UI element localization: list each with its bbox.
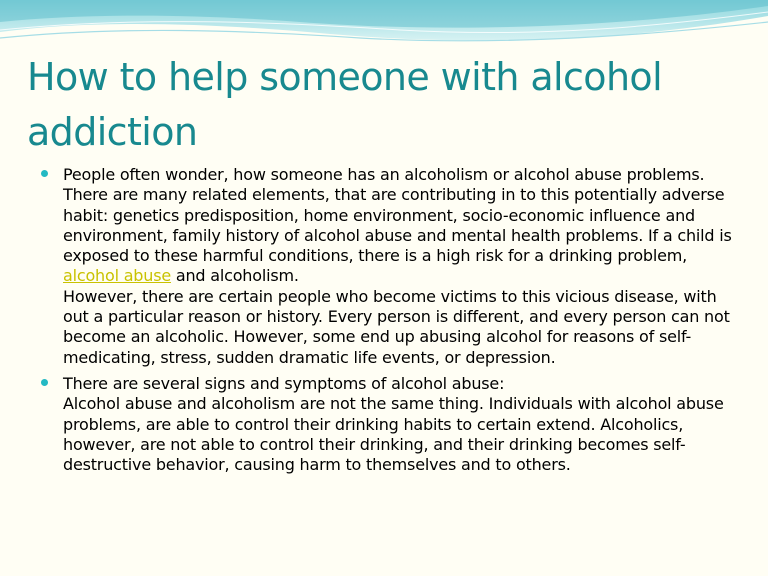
- bullet-list: [0, 165, 768, 475]
- bullet-text: There are several signs and symptoms of alcohol abuse:: [63, 373, 505, 393]
- bullet-dot-icon: [41, 379, 48, 386]
- bullet-item: [0, 374, 733, 475]
- bullet-text-end: and alcoholism.: [170, 266, 299, 286]
- bullet-continuation: However, there are certain people who become victims to this vicious disease, with out a particular reason or history. Every person is different, and every person can not become an alcoholic. However, some end up abusing alcohol for reasons of self-medicating, stress, sudden dramatic life events, or depression.: [63, 286, 730, 367]
- wave-header-decoration: [0, 0, 768, 46]
- bullet-item: [0, 165, 733, 368]
- bullet-text: People often wonder, how someone has an alcoholism or alcohol abuse problems. There are many related elements, that are contributing in to this potentially adverse habit: genetics predisposition, home environment, socio-economic influence and environment, family history of alcohol abuse and mental health problems. If a child is exposed to these harmful conditions, there is a high risk for a drinking problem,: [63, 165, 732, 266]
- slide-title: How to help someone with alcohol addiction: [27, 55, 663, 154]
- bullet-dot-icon: [41, 170, 48, 177]
- bullet-paragraph: [63, 165, 733, 287]
- bullet-continuation: Alcohol abuse and alcoholism are not the same thing. Individuals with alcohol abuse problems, are able to control their drinking habits to certain extend. Alcoholics, however, are not able to control their drinking, and their drinking becomes self-destructive behavior, causing harm to themselves and to others.: [63, 394, 724, 475]
- alcohol-abuse-link[interactable]: alcohol abuse: [63, 266, 171, 286]
